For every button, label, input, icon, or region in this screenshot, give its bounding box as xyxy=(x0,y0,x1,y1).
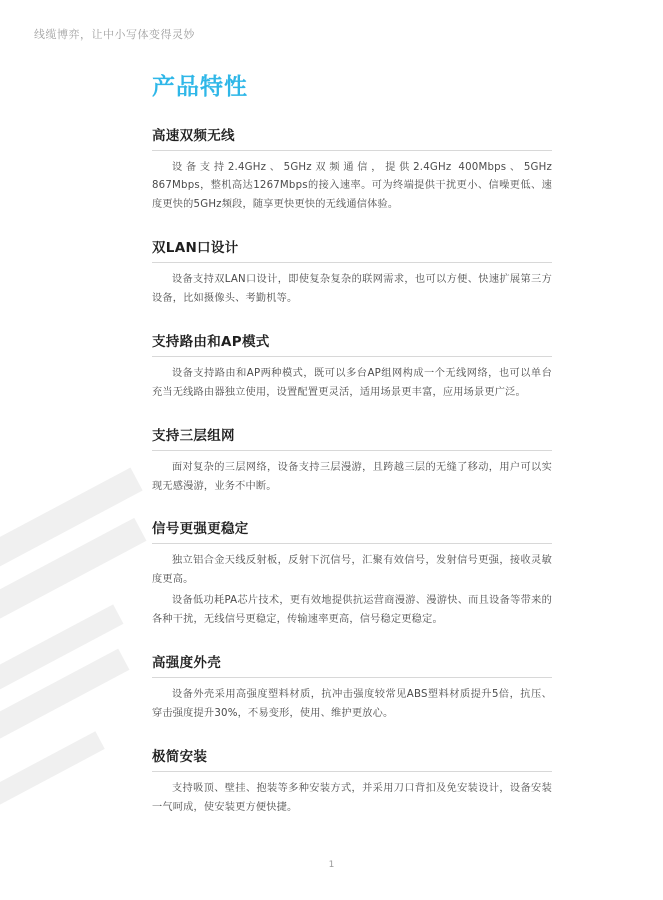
watermark-band xyxy=(0,731,105,828)
document-body xyxy=(152,74,552,838)
section-divider xyxy=(152,262,552,263)
watermark-band xyxy=(0,468,143,599)
section-heading: 双LAN口设计 xyxy=(152,240,239,257)
section-dual-lan xyxy=(152,236,552,309)
section-divider xyxy=(152,771,552,772)
section-paragraph: 独立铝合金天线反射板，反射下沉信号，汇聚有效信号，发射信号更强，接收灵敏度更高。 xyxy=(152,555,552,586)
section-paragraph: 设备低功耗PA芯片技术，更有效地提供抗运营商漫游、漫游快、而且设备等带来的各种干扰，无线信号更稳定，传输速率更高，信号稳定更稳定。 xyxy=(152,595,552,626)
section-divider xyxy=(152,677,552,678)
section-heading: 极简安装 xyxy=(152,748,208,765)
page-header: 线缆博弈，让中小写体变得灵妙 xyxy=(34,28,195,41)
section-paragraph: 设备支持2.4GHz、5GHz双频通信，提供2.4GHz 400Mbps、5GHz 867Mbps，整机高达1267Mbps的接入速率。可为终端提供干扰更小、信噪更低、速度更快的5GHz频段，随享更快更快的无线通信体验。 xyxy=(152,161,552,211)
section-layer3-networking xyxy=(152,424,552,497)
section-heading: 信号更强更稳定 xyxy=(152,521,249,538)
section-heading: 高强度外壳 xyxy=(152,654,221,671)
watermark-band xyxy=(0,604,123,717)
section-divider xyxy=(152,150,552,151)
section-divider xyxy=(152,356,552,357)
watermark-band xyxy=(0,649,129,776)
section-divider xyxy=(152,450,552,451)
section-high-strength-shell xyxy=(152,651,552,724)
section-paragraph: 设备支持双LAN口设计，即使复杂复杂的联网需求，也可以方便、快速扩展第三方设备，比如摄像头、考勤机等。 xyxy=(152,274,552,305)
section-paragraph: 面对复杂的三层网络，设备支持三层漫游，且跨越三层的无缝了移动，用户可以实现无感漫游，业务不中断。 xyxy=(152,461,552,492)
section-paragraph: 设备支持路由和AP两种模式，既可以多台AP组网构成一个无线网络，也可以单台充当无线路由器独立使用，设置配置更灵活，适用场景更丰富，应用场景更广泛。 xyxy=(152,367,552,398)
section-divider xyxy=(152,543,552,544)
section-router-ap-mode xyxy=(152,330,552,403)
section-high-speed-dual-band xyxy=(152,124,552,216)
section-heading: 高速双频无线 xyxy=(152,127,235,144)
page-title: 产品特性 xyxy=(152,74,248,100)
section-paragraph: 支持吸顶、壁挂、抱装等多种安装方式，并采用刀口背扣及免安装设计，设备安装一气呵成，使安装更方便快捷。 xyxy=(152,782,552,813)
section-stronger-signal xyxy=(152,517,552,630)
section-simple-installation xyxy=(152,745,552,818)
page-number: 1 xyxy=(328,860,335,870)
section-heading: 支持三层组网 xyxy=(152,427,235,444)
section-paragraph: 设备外壳采用高强度塑料材质，抗冲击强度较常见ABS塑料材质提升5倍，抗压、穿击强度提升30%，不易变形，使用、维护更放心。 xyxy=(152,688,552,719)
section-heading: 支持路由和AP模式 xyxy=(152,333,270,350)
watermark-band xyxy=(0,518,146,658)
